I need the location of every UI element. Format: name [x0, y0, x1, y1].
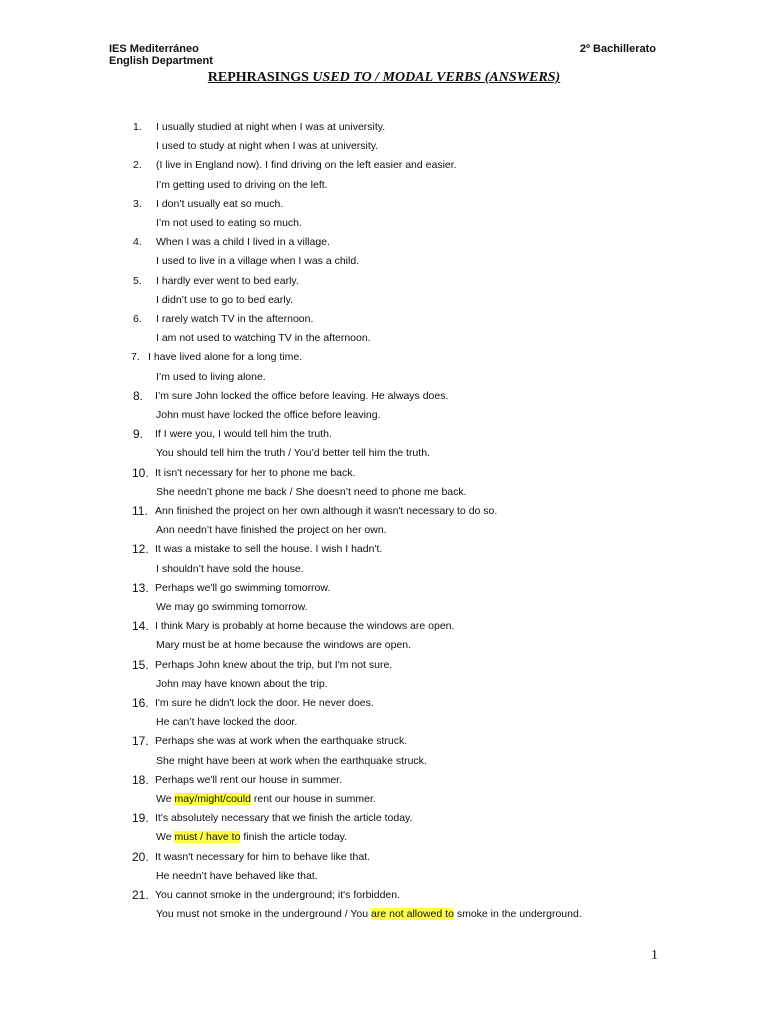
exercise-question: Perhaps John knew about the trip, but I'm not sure. [155, 658, 393, 671]
exercise-question-row [0, 848, 768, 867]
exercise-number: 3. [133, 197, 142, 210]
exercise-question-row [0, 694, 768, 713]
header-left [109, 43, 213, 67]
exercise-question: Perhaps she was at work when the earthquake struck. [155, 735, 408, 748]
exercise-question-row [0, 118, 768, 137]
page-number: 1 [651, 948, 658, 963]
exercise-question-row [0, 617, 768, 636]
exercise-question: It isn't necessary for her to phone me back. [155, 466, 356, 479]
exercise-question: Perhaps we'll rent our house in summer. [155, 773, 343, 786]
exercise-number: 7. [131, 351, 140, 364]
exercise-number: 17. [132, 734, 149, 749]
title-underlined [208, 70, 560, 85]
exercise-answer: I didn’t use to go to bed early. [156, 293, 293, 306]
exercise-question-row [0, 425, 768, 444]
exercise-question-row [0, 809, 768, 828]
exercise-answer: I am not used to watching TV in the afternoon. [156, 332, 371, 345]
exercise-question-row [0, 195, 768, 214]
exercise-answer-row [0, 368, 768, 387]
exercise-answer-row [0, 329, 768, 348]
exercise-question-row [0, 348, 768, 367]
exercise-question-row [0, 156, 768, 175]
exercise-answer [156, 828, 347, 847]
exercise-question-row [0, 233, 768, 252]
exercise-answer: She needn’t phone me back / She doesn’t need to phone me back. [156, 485, 467, 498]
exercise-question-row [0, 464, 768, 483]
exercise-question: When I was a child I lived in a village. [156, 236, 330, 249]
exercise-question: You cannot smoke in the underground; it's forbidden. [155, 889, 401, 901]
exercise-answer-row [0, 444, 768, 463]
exercise-number: 15. [132, 657, 149, 672]
exercise-question: I don’t usually eat so much. [156, 197, 284, 210]
exercise-question: It was a mistake to sell the house. I wish I hadn't. [155, 543, 383, 556]
exercise-number: 11. [132, 504, 148, 518]
exercise-answer: John must have locked the office before leaving. [156, 409, 381, 421]
exercise-number: 10. [132, 465, 149, 480]
exercise-question-row [0, 540, 768, 559]
exercise-answer: I shouldn’t have sold the house. [156, 562, 304, 575]
exercise-answer: He needn’t have behaved like that. [156, 869, 318, 882]
exercise-number: 19. [132, 811, 149, 826]
exercise-number: 12. [132, 542, 149, 557]
exercise-question: I’m sure John locked the office before leaving. He always does. [155, 389, 449, 402]
exercise-question: I'm sure he didn't lock the door. He never does. [155, 697, 374, 709]
exercise-answer-row [0, 483, 768, 502]
exercise-answer: You should tell him the truth / You’d better tell him the truth. [156, 447, 430, 460]
exercise-number: 9. [133, 427, 144, 442]
exercise-answer-row [0, 214, 768, 233]
department-name: English Department [109, 55, 213, 67]
exercise-answer-row [0, 713, 768, 732]
exercise-answer-row [0, 406, 768, 425]
exercise-number: 18. [132, 772, 149, 787]
exercise-number: 20. [132, 849, 149, 864]
answer-highlight: must / have to [174, 831, 241, 844]
exercise-answer-row [0, 598, 768, 617]
page-title [0, 70, 768, 86]
exercise-question-row [0, 272, 768, 291]
exercise-answer: I’m used to living alone. [156, 370, 266, 383]
exercise-number: 21. [132, 888, 149, 902]
exercise-number: 5. [133, 274, 142, 287]
exercise-question: I hardly ever went to bed early. [156, 274, 299, 287]
exercise-answer: Ann needn’t have finished the project on her own. [156, 524, 387, 537]
exercise-question: I think Mary is probably at home because the windows are open. [155, 620, 455, 633]
exercise-answer [156, 790, 376, 809]
exercise-answer: Mary must be at home because the windows are open. [156, 639, 412, 652]
exercise-answer-row [0, 790, 768, 809]
exercise-question: (I live in England now). I find driving on the left easier and easier. [156, 159, 457, 172]
exercise-number: 4. [133, 236, 142, 249]
exercise-question-row [0, 732, 768, 751]
exercise-question-row [0, 310, 768, 329]
exercise-answer-row [0, 752, 768, 771]
exercise-number: 13. [132, 580, 149, 595]
school-name: IES Mediterráneo [109, 43, 199, 55]
exercise-answer: I’m getting used to driving on the left. [156, 178, 328, 191]
exercise-question-row [0, 771, 768, 790]
exercise-question-row [0, 387, 768, 406]
exercise-question: I usually studied at night when I was at university. [156, 121, 386, 133]
exercise-question: I rarely watch TV in the afternoon. [156, 313, 314, 325]
exercise-number: 16. [132, 696, 149, 710]
exercise-question-row [0, 502, 768, 521]
exercise-number: 8. [133, 388, 144, 403]
answer-text-after: rent our house in summer. [250, 793, 376, 805]
answer-highlight: are not allowed to [371, 908, 454, 921]
exercise-number: 14. [132, 619, 149, 634]
title-italic: USED TO / MODAL VERBS (ANSWERS) [312, 70, 561, 85]
answer-text-before: We [156, 831, 175, 844]
exercise-answer-row [0, 905, 768, 924]
exercise-question-row [0, 656, 768, 675]
exercise-answer-row [0, 252, 768, 271]
answer-text-after: smoke in the underground. [453, 908, 582, 921]
exercise-number: 6. [133, 313, 142, 325]
answer-text-before: You must not smoke in the underground / You [156, 908, 372, 921]
exercise-answer-row [0, 636, 768, 655]
exercise-answer-row [0, 291, 768, 310]
answer-text-before: We [156, 793, 175, 805]
exercise-answer: I’m not used to eating so much. [156, 217, 302, 229]
exercise-question: I have lived alone for a long time. [148, 351, 303, 364]
exercise-question-row [0, 579, 768, 598]
exercise-question: Perhaps we'll go swimming tomorrow. [155, 581, 331, 594]
exercise-question-row [0, 886, 768, 905]
exercise-answer-row [0, 521, 768, 540]
exercise-question: Ann finished the project on her own although it wasn't necessary to do so. [155, 505, 498, 517]
exercise-answer: She might have been at work when the earthquake struck. [156, 754, 427, 767]
answer-text-after: finish the article today. [240, 831, 348, 844]
exercise-answer-row [0, 675, 768, 694]
title-main: REPHRASINGS [207, 70, 313, 85]
exercise-question: It's absolutely necessary that we finish the article today. [155, 812, 413, 825]
exercise-answer-row [0, 137, 768, 156]
exercise-number: 2. [133, 159, 142, 172]
exercise-answer [156, 905, 582, 924]
exercise-answer-row [0, 828, 768, 847]
exercise-answer-row [0, 176, 768, 195]
answer-highlight: may/might/could [174, 793, 251, 805]
exercise-question: It wasn't necessary for him to behave like that. [155, 850, 371, 863]
exercise-answer: I used to study at night when I was at university. [156, 140, 379, 153]
exercise-answer: I used to live in a village when I was a child. [156, 255, 360, 268]
exercise-answer: We may go swimming tomorrow. [156, 601, 308, 613]
course-level: 2º Bachillerato [579, 43, 656, 55]
exercise-answer: John may have known about the trip. [156, 677, 328, 690]
exercise-question: If I were you, I would tell him the truth. [155, 428, 332, 441]
exercise-answer: He can’t have locked the door. [156, 716, 298, 729]
exercise-answer-row [0, 867, 768, 886]
exercise-answer-row [0, 560, 768, 579]
exercise-number: 1. [133, 121, 142, 133]
